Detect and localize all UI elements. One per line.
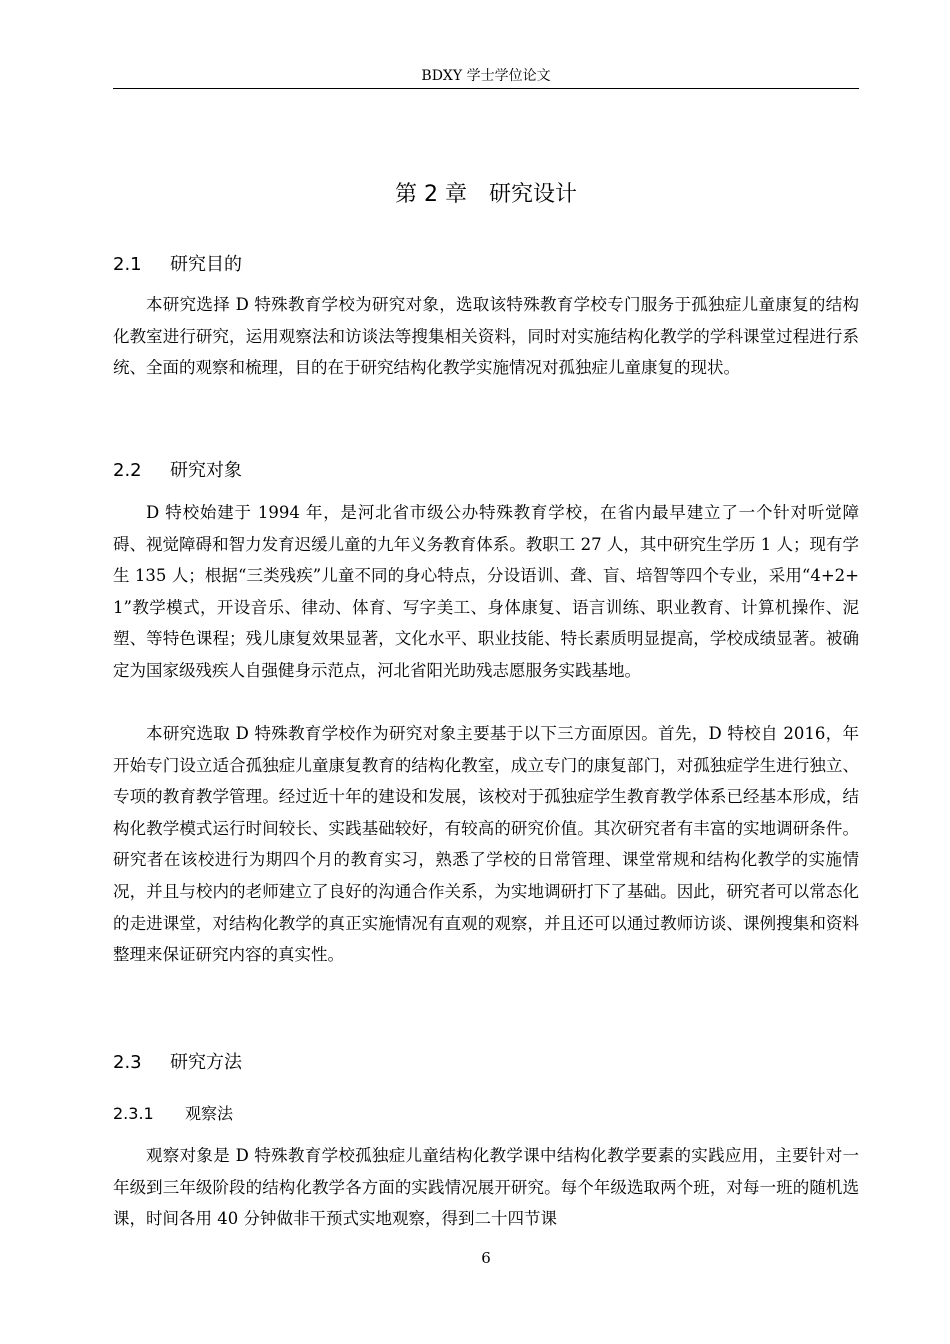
paragraph-selection-reasons: 本研究选取 D 特殊教育学校作为研究对象主要基于以下三方面原因。首先，D 特校自 2016，年开始专门设立适合孤独症儿童康复教育的结构化教室，成立专门的康复部门，对孤独症学生进行独立、专项的教育教学管理。经过近十年的建设和发展，该校对于孤独症学生教育教学体系已经基本形成，结构化教学模式运行时间较长、实践基础较好，有较高的研究价值。其次研究者有丰富的实地调研条件。研究者在该校进行为期四个月的教育实习，熟悉了学校的日常管理、课堂常规和结构化教学的实施情况，并且与校内的老师建立了良好的沟通合作关系，为实地调研打下了基础。因此，研究者可以常态化的走进课堂，对结构化教学的真正实施情况有直观的观察，并且还可以通过教师访谈、课例搜集和资料整理来保证研究内容的真实性。 [113,724,859,965]
chapter-title [113,178,859,212]
running-header: BDXY 学士学位论文 [421,68,551,84]
section-number: 2.2 [113,460,142,481]
paragraph-school-profile: D 特校始建于 1994 年，是河北省市级公办特殊教育学校，在省内最早建立了一个针对听觉障碍、视觉障碍和智力发育迟缓儿童的九年义务教育体系。教职工 27 人，其中研究生学历 1 人；现有学生 135 人；根据“三类残疾”儿童不同的身心特点，分设语训、聋、盲、培智等四个专业，采用“4+2+1”教学模式，开设音乐、律动、体育、写字美工、身体康复、语言训练、职业教育、计算机操作、泥塑、等特色课程；残儿康复效果显著，文化水平、职业技能、特长素质明显提高，学校成绩显著。被确定为国家级残疾人自强健身示范点，河北省阳光助残志愿服务实践基地。 [113,503,859,680]
subsection-title: 观察法 [185,1104,234,1123]
paragraph-observation-method: 观察对象是 D 特殊教育学校孤独症儿童结构化教学课中结构化教学要素的实践应用，主要针对一年级到三年级阶段的结构化教学各方面的实践情况展开研究。每个年级选取两个班，对每一班的随机选课，时间各用 40 分钟做非干预式实地观察，得到二十四节课 [113,1146,859,1229]
section-title: 研究目的 [170,254,242,275]
subsection-heading-2-3-1 [113,1101,859,1127]
section-heading-2-3 [113,1049,859,1077]
chapter-name: 研究设计 [488,182,577,207]
header-rule [113,88,859,89]
section-heading-2-1 [113,251,859,279]
section-number: 2.1 [113,254,142,275]
paragraph-research-purpose: 本研究选择 D 特殊教育学校为研究对象，选取该特殊教育学校专门服务于孤独症儿童康复的结构化教室进行研究，运用观察法和访谈法等搜集相关资料，同时对实施结构化教学的学科课堂过程进行系统、全面的观察和梳理，目的在于研究结构化教学实施情况对孤独症儿童康复的现状。 [113,295,859,378]
section-title: 研究方法 [170,1052,242,1073]
section-title: 研究对象 [170,460,242,481]
section-heading-2-2 [113,457,859,485]
subsection-number: 2.3.1 [113,1104,154,1123]
section-number: 2.3 [113,1052,142,1073]
chapter-number: 第 2 章 [395,182,467,207]
page-number: 6 [481,1249,491,1267]
